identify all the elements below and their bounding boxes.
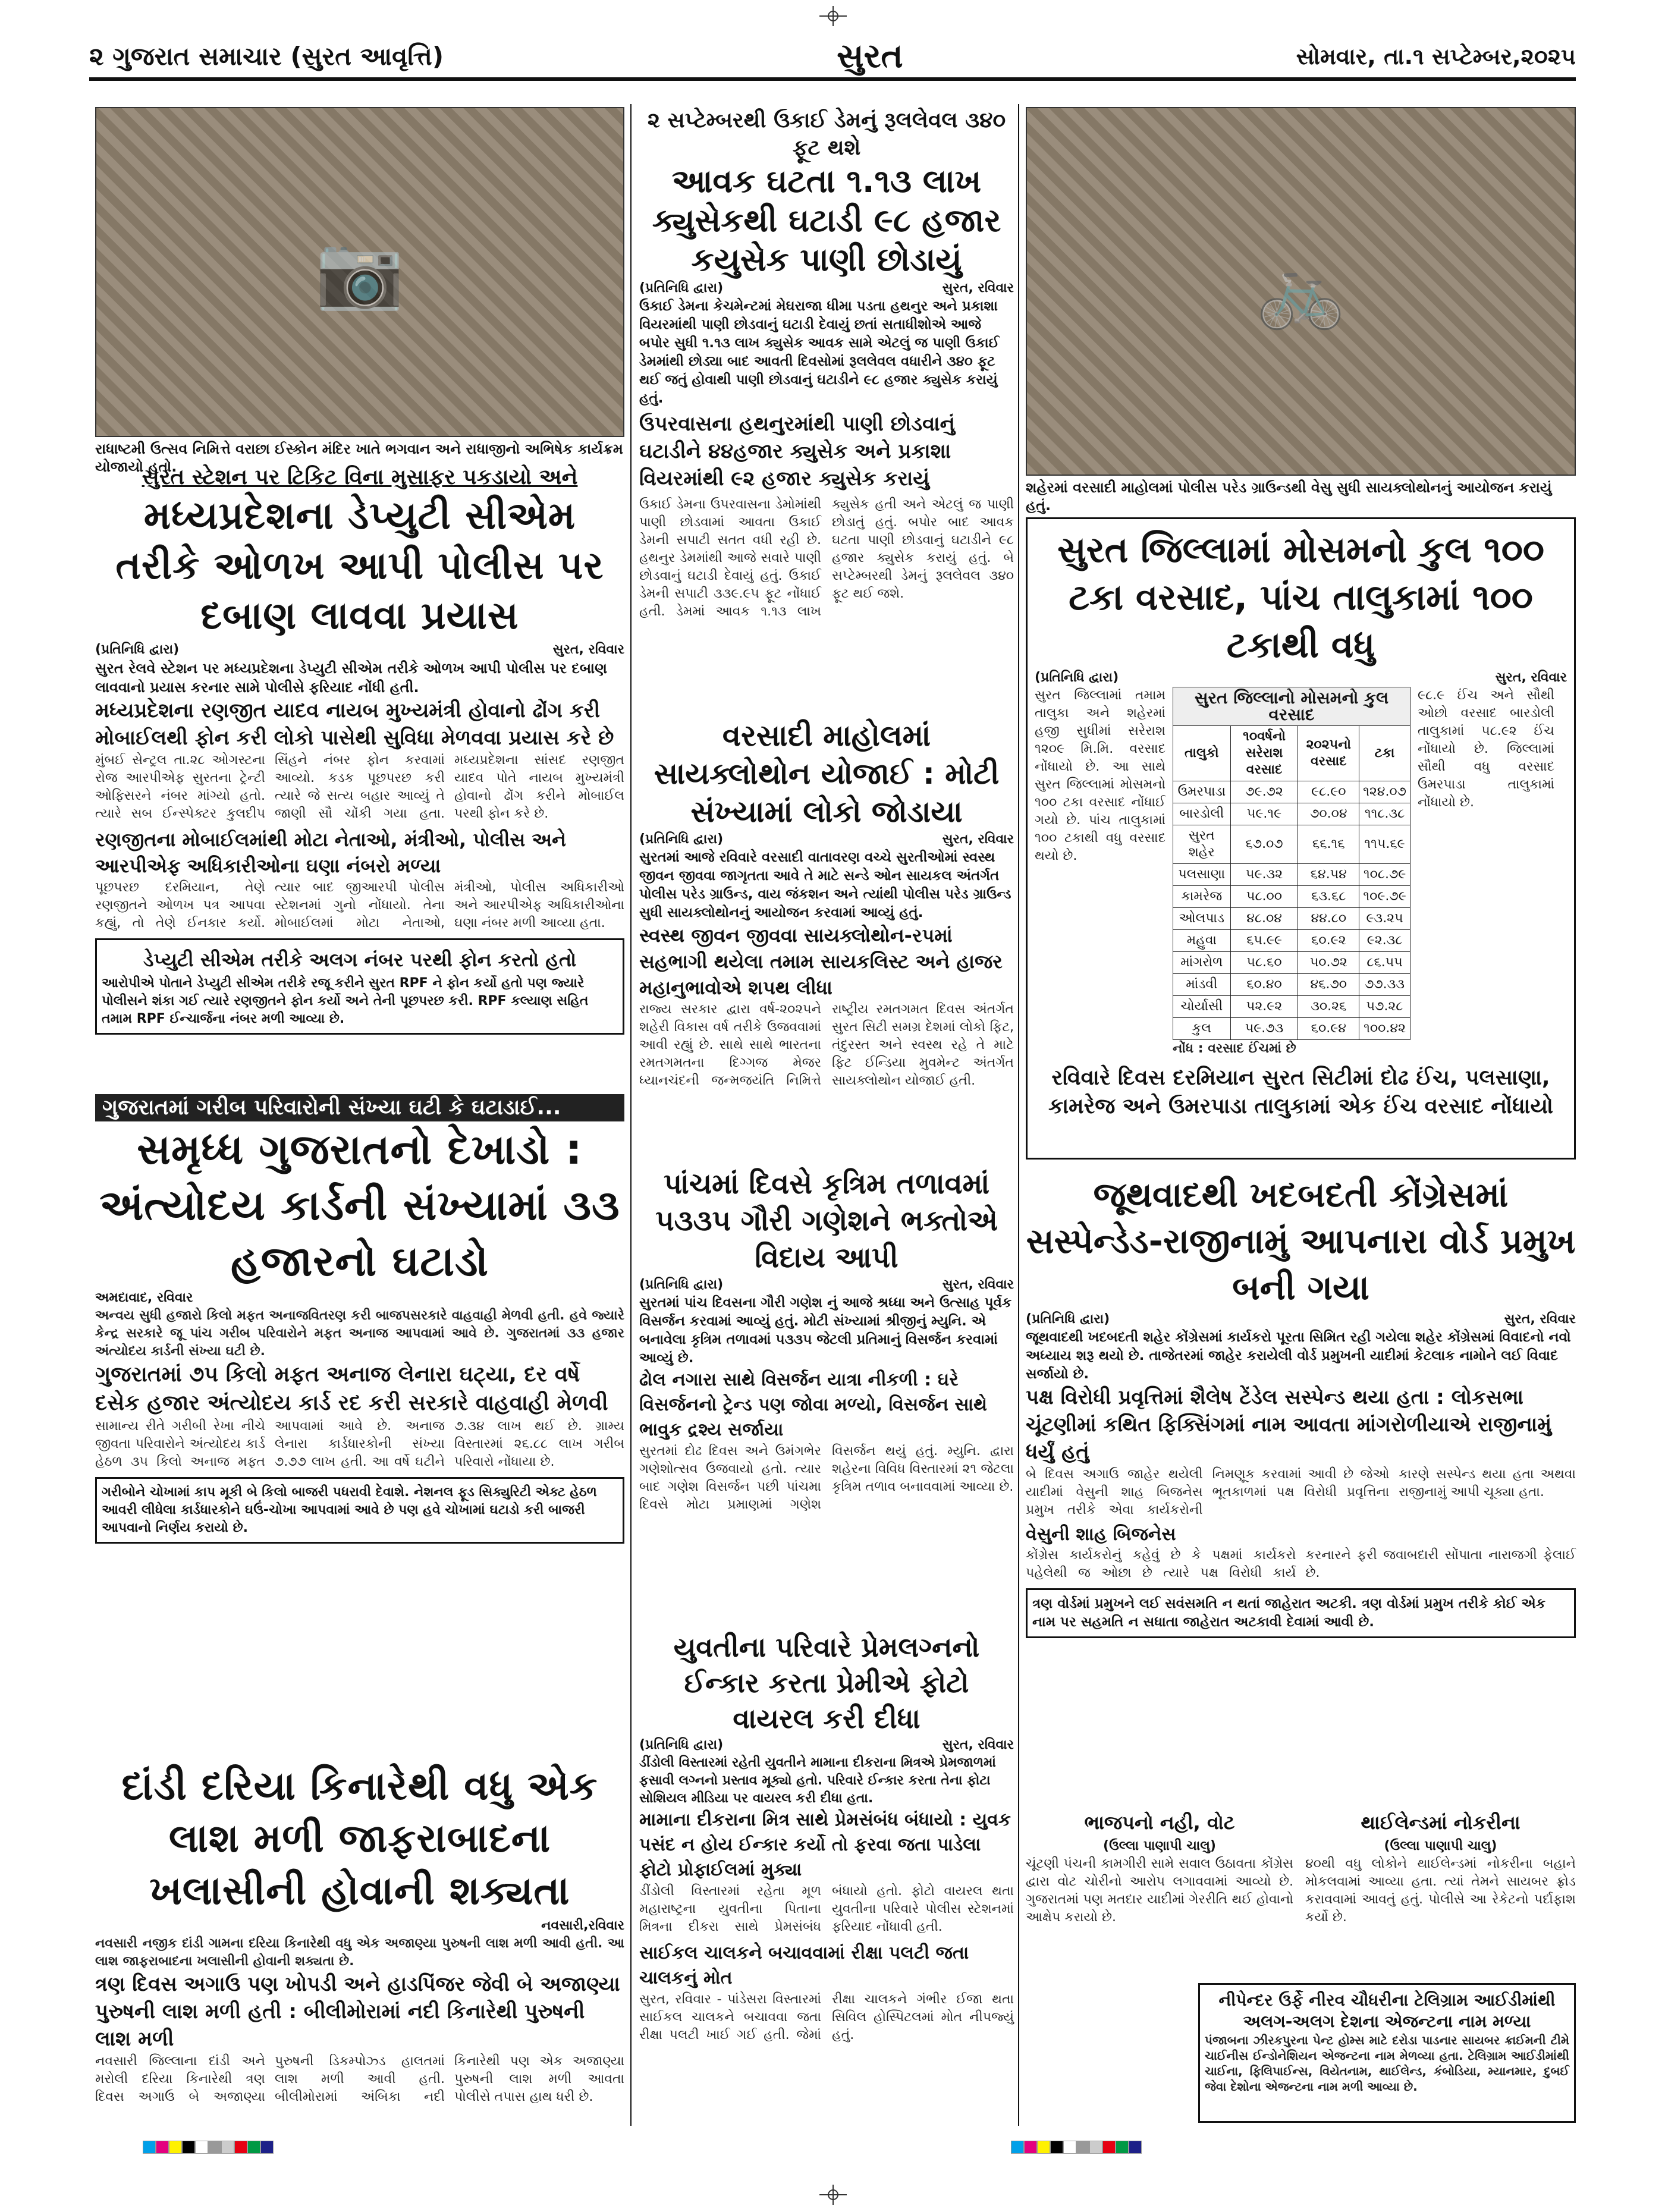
table-cell: માંગરોળ (1173, 952, 1231, 974)
masthead-left: ૨ ગુજરાત સમાચાર (સુરત આવૃત્તિ) (89, 42, 444, 71)
thailand-subtitle: (ઉલ્લા પાણાપી ચાલુ) (1384, 1839, 1497, 1853)
gujarat-kicker: ગુજરાતમાં ગરીબ પરિવારોની સંખ્યા ઘટી કે ઘટાડાઈ... (95, 1094, 624, 1121)
love-subhead-2: સાઈકલ ચાલકને બચાવવામાં રીક્ષા પલટી જતા ચાલકનું મોત (639, 1943, 969, 1988)
table-cell: ૫૯.૧૯ (1230, 803, 1298, 825)
station-headline: મધ્યપ્રદેશના ડેપ્યુટી સીએમ તરીકે ઓળખ આપી પોલીસ પર દબાણ લાવવા પ્રયાસ (115, 494, 604, 638)
table-cell: ૧૦૯.૭૯ (1359, 886, 1410, 908)
cyclothon-body: રાજ્ય સરકાર દ્વારા વર્ષ-૨૦૨૫ને શહેરી વિકાસ વર્ષ તરીકે ઉજવવામાં આવી રહ્યું છે. સાથે સાથે ભારતના રમતગમતના દિગ્ગજ મેજર ધ્યાનચંદની જન્મજયંતિ નિમિત્તે રાષ્ટ્રીય રમતગમત દિવસ અંતર્ગત સુરત સિટી સમગ્ર દેશમાં લોકો ફિટ, તંદુરસ્ત અને સ્વસ્થ રહે તે માટે ફિટ ઈન્ડિયા મુવમેન્ટ અંતર્ગત સાયક્લોથોન યોજાઈ હતી. (639, 1002, 1014, 1088)
dandi-headline: દાંડી દરિયા કિનારેથી વધુ એક લાશ મળી જાફરાબાદના ખલાસીની હોવાની શક્યતા (121, 1763, 598, 1913)
color-swatch (1011, 2141, 1024, 2154)
bicycle-icon: 🚲 (1256, 250, 1346, 332)
color-swatch (234, 2141, 247, 2154)
color-swatch (221, 2141, 234, 2154)
color-swatch (260, 2141, 274, 2154)
table-row (1173, 1018, 1410, 1040)
rain-footer: રવિવારે દિવસ દરમિયાન સુરત સિટીમાં દોઢ ઈંચ, પલસાણા, કામરેજ અને ઉમરપાડા તાલુકામાં એક ઈંચ વરસાદ નોંધાયો (1048, 1066, 1554, 1118)
ukai-lead: ઉકાઈ ડેમના કેચમેન્ટમાં મેઘરાજા ધીમા પડતા હથનુર અને પ્રકાશા વિયરમાંથી પાણી છોડવાનું ઘટાડી દેવાયું છતાં સતાધીશોએ આજે બપોર સુધી ૧.૧૩ લાખ ક્યુસેક આવક સામે એટલું જ પાણી ઉકાઈ ડેમમાંથી છોડ્યા બાદ આવતી દિવસોમાં રૂલલેવલ વધારીને ૩૪૦ ફૂટ થઈ જતું હોવાથી પાણી છોડવાનું ઘટાડીને ૯૮ હજાર ક્યુસેક કરાયું હતું. (639, 299, 1000, 406)
gujarat-box (95, 1477, 624, 1544)
station-kicker: સુરત સ્ટેશન પર ટિકિટ વિના મુસાફર પકડાયો અને (142, 465, 578, 489)
table-cell: ૧૨૪.૦૭ (1359, 781, 1410, 803)
thailand-story (1305, 1808, 1576, 1986)
dandi-subhead: ત્રણ દિવસ અગાઉ પણ ખોપડી અને હાડપિંજર જેવી બે અજાણ્યા પુરુષની લાશ મળી હતી : બીલીમોરામાં નદી કિનારેથી પુરુષની લાશ મળી (95, 1972, 620, 2051)
dandi-lead: નવસારી નજીક દાંડી ગામના દરિયા કિનારેથી વધુ એક અજાણ્યા પુરુષની લાશ મળી આવી હતી. આ લાશ જાફરાબાદના ખલાસીની હોવાની શક્યતા છે. (95, 1936, 624, 1969)
table-cell: ૩૦.૨૬ (1298, 996, 1359, 1018)
color-swatch (208, 2141, 221, 2154)
table-cell: ૮૬.૫૫ (1359, 952, 1410, 974)
table-cell: બારડોલી (1173, 803, 1231, 825)
ukai-dateline: (પ્રતિનિધિ દ્વારા) સુરત, રવિવાર (639, 281, 1014, 296)
table-cell: ૭૭.૩૩ (1359, 974, 1410, 996)
color-swatch (1076, 2141, 1089, 2154)
congress-body-2: કોંગ્રેસ કાર્યકરોનું કહેવું છે કે પક્ષમાં કાર્યકરો પહેલેથી જ ઓછા છે ત્યારે પક્ષ વિરોધી કાર્ય કરનારને ફરી જવાબદારી સોંપાતા નારાજગી ફેલાઈ છે. (1026, 1548, 1576, 1581)
rain-table-header: તાલુકો (1173, 726, 1231, 781)
table-row (1173, 930, 1410, 952)
table-row (1173, 825, 1410, 864)
ganesh-headline: પાંચમાં દિવસે કૃત્રિમ તળાવમાં ૫૩૩૫ ગૌરી ગણેશને ભક્તોએ વિદાય આપી (655, 1167, 998, 1274)
table-cell: ૯૨.૩૮ (1359, 930, 1410, 952)
love-story (639, 1629, 1014, 2123)
ukai-story (639, 107, 1014, 708)
table-cell: માંડવી (1173, 974, 1231, 996)
ukai-headline: આવક ઘટતા ૧.૧૩ લાખ ક્યુસેકથી ઘટાડી ૯૮ હજાર કયુસેક પાણી છોડાયું (652, 162, 1001, 278)
table-row (1173, 908, 1410, 930)
table-cell: પલસાણા (1173, 864, 1231, 886)
table-row (1173, 886, 1410, 908)
rain-table-header: ટકા (1359, 726, 1410, 781)
thailand-title: થાઈલેન્ડમાં નોકરીના (1361, 1811, 1521, 1834)
color-swatch (1129, 2141, 1142, 2154)
congress-dateline: (પ્રતિનિધિ દ્વારા) સુરત, રવિવાર (1026, 1312, 1576, 1327)
column-rule (1018, 508, 1019, 2126)
telegram-story (1198, 1983, 1576, 2123)
congress-body: બે દિવસ અગાઉ જાહેર થયેલી યાદીમાં વેસુની શાહ બિજનેસ પ્રમુખ તરીકે એવા કાર્યકરોની નિમણૂક કરવામાં આવી છે જેઓ ભૂતકાળમાં પક્ષ વિરોધી પ્રવૃત્તિના કારણે સસ્પેન્ડ થયા હતા અથવા રાજીનામું આપી ચૂક્યા હતા. (1026, 1467, 1576, 1517)
table-cell: ૭૯.૭૨ (1230, 781, 1298, 803)
table-cell: ૬૭.૦૭ (1230, 825, 1298, 864)
table-cell: કુલ (1173, 1018, 1231, 1040)
masthead (89, 36, 1576, 81)
ukai-subhead: ઉપરવાસના હથનુરમાંથી પાણી છોડવાનું ઘટાડીને ૪૪હજાર ક્યુસેક અને પ્રકાશા વિયરમાંથી ૯૨ હજાર ક્યુસેક કરાયું (639, 412, 955, 491)
station-body-2: પૂછપરછ દરમિયાન, તેણે રણજીતને ઓળખ પત્ર આપવા કહ્યું, તો તેણે ઈનકાર કર્યો. ત્યાર બાદ જીઆરપી પોલીસ સ્ટેશનમાં ગુનો નોંધાયો. તેના મોબાઈલમાં મોટા નેતાઓ, મંત્રીઓ, પોલીસ અધિકારીઓ અને આરપીએફ અધિકારીઓના ઘણા નંબર મળી આવ્યા હતા. (95, 880, 624, 931)
station-dateline: (પ્રતિનિધિ દ્વારા) સુરત, રવિવાર (95, 642, 624, 657)
table-cell: ૫૮.૦૦ (1230, 886, 1298, 908)
table-cell: ૫૦.૭૨ (1298, 952, 1359, 974)
love-lead: ડીંડોલી વિસ્તારમાં રહેતી યુવતીને મામાના દીકરાના મિત્રએ પ્રેમજાળમાં ફસાવી લગ્નનો પ્રસ્તાવ મૂક્યો હતો. પરિવારે ઈન્કાર કરતા તેના ફોટા સોશિયલ મીડિયા પર વાયરલ કરી દીધા હતા. (639, 1755, 996, 1806)
table-cell: ૭૦.૦૪ (1298, 803, 1359, 825)
table-cell: ૬૦.૯૨ (1298, 930, 1359, 952)
table-cell: ૧૧૫.૬૯ (1359, 825, 1410, 864)
bjp-subtitle: (ઉલ્લા પાણાપી ચાલુ) (1103, 1839, 1216, 1853)
telegram-headline: નીપેન્દર ઉર્ફે નીરવ ચૌધરીના ટેલિગ્રામ આઈડીમાંથી અલગ-અલગ દેશના એજન્ટના નામ મળ્યા (1218, 1990, 1556, 2031)
congress-box-text: ત્રણ વોર્ડમાં પ્રમુખને લઈ સવંસમતિ ન થતાં જાહેરાત અટકી. ત્રણ વોર્ડમાં પ્રમુખ તરીકે કોઈ એક નામ પર સહમતિ ન સધાતા જાહેરાત અટકાવી દેવામાં આવી છે. (1032, 1596, 1545, 1630)
congress-headline: જૂથવાદથી ખદબદતી કોંગ્રેસમાં સસ્પેન્ડેડ-રાજીનામું આપનારા વોર્ડ પ્રમુખ બની ગયા (1026, 1174, 1576, 1308)
color-bar-left (143, 2141, 274, 2154)
table-row (1173, 974, 1410, 996)
table-cell: ૪૬.૭૦ (1298, 974, 1359, 996)
congress-story (1026, 1171, 1576, 1802)
color-swatch (1037, 2141, 1050, 2154)
color-swatch (1050, 2141, 1063, 2154)
gujarat-body: સામાન્ય રીતે ગરીબી રેખા નીચે જીવતા પરિવારોને અંત્યોદય કાર્ડ હેઠળ ૩૫ કિલો અનાજ મફત આપવામાં આવે છે. અનાજ લેનારા કાર્ડધારકોની સંખ્યા ૭.૭૭ લાખ હતી. આ વર્ષે ઘટીને ૭.૩૪ લાખ થઈ છે. ગ્રામ્ય વિસ્તારમાં ૨૬.૮૮ લાખ ગરીબ પરિવારો નોંધાયા છે. (95, 1419, 624, 1469)
station-subhead-2: રણજીતના મોબાઈલમાંથી મોટા નેતાઓ, મંત્રીઓ, પોલીસ અને આરપીએફ અધિકારીઓના ઘણા નંબરો મળ્યા (95, 828, 567, 877)
crowd-photo (95, 107, 624, 437)
color-swatch (1024, 2141, 1037, 2154)
station-box-title: ડેપ્યુટી સીએમ તરીકે અલગ નંબર પરથી ફોન કરતો હતો (143, 948, 577, 971)
rain-body-right: ૯૮.૯ ઈંચ અને સૌથી ઓછો વરસાદ બારડોલી તાલુકામાં ૫૮.૯૨ ઈંચ નોંધાયો છે. જિલ્લામાં સૌથી વધુ વરસાદ ઉમરપાડા તાલુકામાં નોંધાયો છે. (1418, 688, 1554, 810)
gujarat-headline: સમૃધ્ધ ગુજરાતનો દેખાડો : અંત્યોદય કાર્ડની સંખ્યામાં ૩૩ હજારનો ઘટાડો (99, 1125, 620, 1286)
color-swatch (195, 2141, 208, 2154)
congress-lead: જૂથવાદથી ખદબદતી શહેર કોંગ્રેસમાં કાર્યકરો પૂરતા સિમિત રહી ગયેલા શહેર કોંગ્રેસમાં વિવાદનો નવો અધ્યાય શરૂ થયો છે. તાજેતરમાં જાહેર કરાયેલી વોર્ડ પ્રમુખની યાદીમાં કેટલાક નામોને લઈ વિવાદ સર્જાયો છે. (1026, 1330, 1571, 1382)
table-cell: ઓલપાડ (1173, 908, 1231, 930)
ganesh-lead: સુરતમાં પાંચ દિવસના ગૌરી ગણેશ નું આજે શ્રધ્ધા અને ઉત્સાહ પૂર્વક વિસર્જન કરવામાં આવ્યું હતું. મોટી સંખ્યામાં શ્રીજીનું મ્યુનિ. એ બનાવેલા કૃત્રિમ તળાવમાં ૫૩૩૫ જેટલી પ્રતિમાનું વિસર્જન કરવામાં આવ્યું છે. (639, 1295, 1012, 1366)
table-cell: ૬૬.૧૬ (1298, 825, 1359, 864)
cyclothon-lead: સુરતમાં આજે રવિવારે વરસાદી વાતાવરણ વચ્ચે સુરતીઓમાં સ્વસ્થ જીવન જીવવા જાગૃતતા આવે તે માટે સન્ડે ઓન સાયકલ અંતર્ગત પોલીસ પરેડ ગ્રાઉન્ડ, વાય જંકશન અને ત્યાંથી પોલીસ પરેડ ગ્રાઉન્ડ સુધી સાયક્લોથોનનું આયોજન કરવામાં આવ્યું હતું. (639, 850, 1011, 920)
ganesh-subhead: ઢોલ નગારા સાથે વિસર્જન યાત્રા નીકળી : ઘરે વિસર્જનનો ટ્રેન્ડ પણ જોવા મળ્યો, વિસર્જન સાથે ભાવુક દ્રશ્ય સર્જાયા (639, 1369, 988, 1440)
table-cell: ઉમરપાડા (1173, 781, 1231, 803)
column-rule (630, 104, 632, 711)
color-swatch (247, 2141, 260, 2154)
ganesh-dateline: (પ્રતિનિધિ દ્વારા) સુરત, રવિવાર (639, 1277, 1014, 1292)
masthead-section: સુરત (837, 37, 903, 76)
station-body-1: મુંબઈ સેન્ટ્રલ તા.૨૮ ઓગસ્ટના રોજ આરપીએફ સુરતના ટ્રેન્ટી ઓફિસરને નંબર માંગ્યો હતો. ત્યારે સબ ઈન્સ્પેક્ટર કુલદીપ સિંહને નંબર ફોન કરવામાં આવ્યો. કડક પૂછપરછ કરી ત્યારે જે સત્ય બહાર આવ્યું તે જાણી સૌ ચોંકી ગયા હતા. મધ્યપ્રદેશના સાંસદ રણજીત યાદવ પોતે નાયબ મુખ્યમંત્રી હોવાનો ઢોંગ કરીને મોબાઈલ પરથી ફોન કરે છે. (95, 753, 624, 821)
color-swatch (182, 2141, 195, 2154)
table-cell: ૬૩.૬૮ (1298, 886, 1359, 908)
dandi-body: નવસારી જિલ્લાના દાંડી અને મરોલી દરિયા કિનારેથી ત્રણ દિવસ અગાઉ બે અજાણ્યા પુરુષની ડિકમ્પોઝ્ડ હાલતમાં લાશ મળી આવી હતી. બીલીમોરામાં અંબિકા નદી કિનારેથી પણ એક અજાણ્યા પુરુષની લાશ મળી આવતા પોલીસે તપાસ હાથ ધરી છે. (95, 2054, 624, 2104)
table-cell: ૬૦.૯૪ (1298, 1018, 1359, 1040)
rain-body: સુરત જિલ્લામાં તમામ તાલુકા અને શહેરમાં હજી સુધીમાં સરેરાશ ૧૨૦૯ મિ.મિ. વરસાદ નોંધાયો છે. આ સાથે સુરત જિલ્લામાં મોસમનો ૧૦૦ ટકા વરસાદ નોંધાઈ ગયો છે. પાંચ તાલુકામાં ૧૦૦ ટકાથી વધુ વરસાદ થયો છે. (1035, 688, 1166, 863)
photo2-caption: શહેરમાં વરસાદી માહોલમાં પોલીસ પરેડ ગ્રાઉન્ડથી વેસુ સુધી સાયક્લોથોનનું આયોજન કરાયું હતું. (1026, 479, 1552, 514)
table-cell: ૬૦.૪૦ (1230, 974, 1298, 996)
love-body: ડીંડોલી વિસ્તારમાં રહેતા મૂળ મહારાષ્ટ્રના યુવતીના પિતાના મિત્રના દીકરા સાથે પ્રેમસંબંધ બંધાયો હતો. ફોટો વાયરલ થતા યુવતીના પરિવારે પોલીસ સ્ટેશનમાં ફરિયાદ નોંધાવી હતી. (639, 1884, 1014, 1934)
table-row (1173, 996, 1410, 1018)
gujarat-story (95, 1094, 624, 1760)
table-cell: ૪૪.૮૦ (1298, 908, 1359, 930)
table-cell: ૧૧૮.૩૮ (1359, 803, 1410, 825)
table-cell: ૫૮.૬૦ (1230, 952, 1298, 974)
congress-subhead: પક્ષ વિરોધી પ્રવૃત્તિમાં શૈલેષ ટેંડેલ સસ્પેન્ડ થયા હતા : લોકસભા ચૂંટણીમાં કથિત ફિક્સિંગમાં નામ આવતા માંગરોળીયાએ રાજીનામું ધર્યું હતું (1026, 1385, 1552, 1464)
rain-table-header: ૧૦વર્ષનો સરેરાશ વરસાદ (1230, 726, 1298, 781)
table-cell: ૬૫.૯૯ (1230, 930, 1298, 952)
bjp-body: ચૂંટણી પંચની કામગીરી સામે સવાલ ઉઠાવતા કોંગ્રેસ દ્વારા વોટ ચોરીનો આરોપ લગાવવામાં આવ્યો છે. ગુજરાતમાં પણ મતદાર યાદીમાં ગેરરીતિ થઈ હોવાનો આક્ષેપ કરાયો છે. (1026, 1856, 1293, 1925)
rain-table-wrap (1173, 687, 1410, 1058)
table-cell: ૧૦૮.૭૯ (1359, 864, 1410, 886)
table-cell: ૫૨.૯૨ (1230, 996, 1298, 1018)
table-cell: ૫૯.૭૩ (1230, 1018, 1298, 1040)
rain-table-header: ૨૦૨૫નો વરસાદ (1298, 726, 1359, 781)
table-cell: સુરત શહેર (1173, 825, 1231, 864)
registration-mark-bottom (815, 2183, 850, 2207)
ukai-kicker: ૨ સપ્ટેમ્બરથી ઉકાઈ ડેમનું રૂલલેવલ ૩૪૦ ફૂટ થશે (647, 108, 1006, 160)
gujarat-lead: અન્વય સુધી હજારો કિલો મફત અનાજવિતરણ કરી બાજપસરકારે વાહવાહી મેળવી હતી. હવે જ્યારે કેન્દ્ર સરકારે જૂ પાંચ ગરીબ પરિવારોને મફત અનાજ આપવામાં આવે છે. ગુજરાતમાં ૩૩ હજાર અંત્યોદય કાર્ડની સંખ્યા ઘટી છે. (95, 1308, 624, 1359)
masthead-date: સોમવાર, તા.૧ સપ્ટેમ્બર,૨૦૨૫ (1296, 43, 1576, 70)
bjp-title: ભાજપનો નહી, વોટ (1084, 1811, 1235, 1834)
color-swatch (156, 2141, 169, 2154)
cyclothon-photo (1026, 107, 1576, 476)
gujarat-dateline: અમદાવાદ, રવિવાર (95, 1290, 193, 1305)
congress-subhead-2: વેસુની શાહ બિજનેસ (1026, 1524, 1176, 1545)
color-swatch (143, 2141, 156, 2154)
table-cell: ૯૮.૯૦ (1298, 781, 1359, 803)
camera-icon: 📷 (315, 230, 404, 313)
table-cell: ૫૭.૨૮ (1359, 996, 1410, 1018)
cyclothon-subhead: સ્વસ્થ જીવન જીવવા સાયક્લોથોન-રપમાં સહભાગી થયેલા તમામ સાયકલિસ્ટ અને હાજર મહાનુભાવોએ શપથ લીધા (639, 924, 1003, 999)
gujarat-box-text: ગરીબોને ચોખામાં કાપ મૂકી બે કિલો બાજરી પધરાવી દેવાશે. નેશનલ ફૂડ સિક્યુરિટી એક્ટ હેઠળ આવરી લીધેલા કાર્ડધારકોને ઘઉં-ચોખા આપવામાં આવે છે પણ હવે ચોખામાં ઘટાડો કરી બાજરી આપવાનો નિર્ણય કરાયો છે. (102, 1485, 597, 1535)
love-body-2: સુરત, રવિવાર - પાંડેસરા વિસ્તારમાં સાઈકલ ચાલકને બચાવવા જતા રીક્ષા પલટી ખાઈ ગઈ હતી. જેમાં રીક્ષા ચાલકને ગંભીર ઈજા થતા સિવિલ હોસ્પિટલમાં મોત નીપજ્યું હતું. (639, 1992, 1014, 2043)
table-row (1173, 864, 1410, 886)
rain-table (1173, 687, 1410, 1040)
telegram-body: પંજાબના ઝીરકપુરના પેન્ટ હોમ્સ માટે દરોડા પાડનાર સાયબર ક્રાઈમની ટીમે ચાઈનીસ ઈન્ડોનેશિયન એજન્ટના નામ મેળવ્યા હતા. ટેલિગ્રામ આઈડીમાંથી ચાઈના, ફિલિપાઈન્સ, વિયેતનામ, થાઈલેન્ડ, કંબોડિયા, મ્યાનમાર, દુબઈ જેવા દેશોના એજન્ટના નામ મળી આવ્યા છે. (1205, 2033, 1569, 2094)
rain-note: નોંધ : વરસાદ ઈંચમાં છે (1173, 1041, 1296, 1056)
color-swatch (1089, 2141, 1102, 2154)
color-bar-right (1011, 2141, 1142, 2154)
station-subhead-1: મધ્યપ્રદેશના રણજીત યાદવ નાયબ મુખ્યમંત્રી હોવાનો ઢોંગ કરી મોબાઈલથી ફોન કરી લોકો પાસેથી સુવિધા મેળવવા પ્રયાસ કરે છે (95, 699, 614, 750)
rain-table-title: સુરત જિલ્લાનો મોસમનો કુલ વરસાદ (1173, 687, 1410, 726)
table-cell: ૬૪.૫૪ (1298, 864, 1359, 886)
rain-headline: સુરત જિલ્લામાં મોસમનો કુલ ૧૦૦ ટકા વરસાદ, પાંચ તાલુકામાં ૧૦૦ ટકાથી વધુ (1057, 529, 1544, 666)
station-story (95, 464, 624, 1082)
station-lead: સુરત રેલવે સ્ટેશન પર મધ્યપ્રદેશના ડેપ્યુટી સીએમ તરીકે ઓળખ આપી પોલીસ પર દબાણ લાવવાનો પ્રયાસ કરનાર સામે પોલીસે ફરિયાદ નોંધી હતી. (95, 660, 607, 696)
thailand-body: ૪૦થી વધુ લોકોને થાઈલેન્ડમાં નોકરીના બહાને મોકલવામાં આવ્યા હતા. ત્યાં તેમને સાયબર ફ્રોડ કરાવવામાં આવતું હતું. પોલીસે આ રેકેટનો પર્દાફાશ કર્યો છે. (1305, 1856, 1576, 1925)
dandi-dateline: નવસારી,રવિવાર (541, 1918, 624, 1933)
color-swatch (169, 2141, 182, 2154)
table-cell: કામરેજ (1173, 886, 1231, 908)
table-cell: મહુવા (1173, 930, 1231, 952)
table-cell: ૪૮.૦૪ (1230, 908, 1298, 930)
table-row (1173, 952, 1410, 974)
gujarat-subhead: ગુજરાતમાં ૭૫ કિલો મફત અનાજ લેનારા ઘટ્યા, દર વર્ષે દસેક હજાર અંત્યોદય કાર્ડ રદ કરી સરકારે વાહવાહી મેળવી (95, 1362, 608, 1415)
photo1-caption: રાધાષ્ટમી ઉત્સવ નિમિત્તે વરાછા ઈસ્કોન મંદિર ખાતે ભગવાન અને રાધાજીનો અભિષેક કાર્યક્રમ યોજાયો હતો. (95, 441, 623, 475)
table-cell: ૫૯.૩૨ (1230, 864, 1298, 886)
column-rule (1018, 104, 1019, 508)
table-row (1173, 781, 1410, 803)
registration-mark-top (815, 5, 850, 29)
ganesh-story (639, 1165, 1014, 1617)
color-swatch (1102, 2141, 1116, 2154)
table-cell: ચોર્યાસી (1173, 996, 1231, 1018)
table-cell: ૯૩.૨૫ (1359, 908, 1410, 930)
color-swatch (1116, 2141, 1129, 2154)
rain-dateline: (પ્રતિનિધિ દ્વારા) સુરત, રવિવાર (1035, 670, 1567, 685)
ganesh-body: સુરતમાં દોઢ દિવસ અને ઉમંગભેર ગણેશોત્સવ ઉજવાયો હતો. ત્યાર બાદ ગણેશ વિસર્જન પછી પાંચમા દિવસે મોટા પ્રમાણમાં ગણેશ વિસર્જન થયું હતું. મ્યુનિ. દ્વારા શહેરના વિવિધ વિસ્તારમાં ૨૧ જેટલા કૃત્રિમ તળાવ બનાવવામાં આવ્યા છે. (639, 1444, 1014, 1512)
table-cell: ૧૦૦.૪૨ (1359, 1018, 1410, 1040)
table-row (1173, 803, 1410, 825)
cyclothon-dateline: (પ્રતિનિધિ દ્વારા) સુરત, રવિવાર (639, 832, 1014, 847)
rain-story (1026, 517, 1576, 1160)
bjp-story (1026, 1808, 1293, 1986)
color-swatch (1063, 2141, 1076, 2154)
station-box-body: આરોપીએ પોતાને ડેપ્યુટી સીએમ તરીકે રજૂ કરીને સુરત RPF ને ફોન કર્યો હતો પણ જ્યારે પોલીસને શંકા ગઈ ત્યારે રણજીતને ફોન કર્યો અને તેની પૂછપરછ કરી. RPF કલ્યાણ સહિત તમામ RPF ઈન્ચાર્જના નંબર મળી આવ્યા છે. (102, 976, 589, 1026)
cyclothon-story (639, 717, 1014, 1133)
cyclothon-headline: વરસાદી માહોલમાં સાયક્લોથોન યોજાઈ : મોટી સંખ્યામાં લોકો જોડાયા (654, 718, 1000, 829)
love-subhead: મામાના દીકરાના મિત્ર સાથે પ્રેમસંબંધ બંધાયો : યુવક પસંદ ન હોય ઈન્કાર કર્યો તો ફરવા જતા પાડેલા ફોટો પ્રોફાઈલમાં મુક્યા (639, 1809, 1011, 1880)
ukai-body: ઉકાઈ ડેમના ઉપરવાસના ડેમોમાંથી પાણી છોડવામાં આવતા ઉકાઈ ડેમની સપાટી સતત વધી રહી છે. હથનુર ડેમમાંથી આજે સવારે પાણી છોડવાનું ઘટાડી દેવાયું હતું. ઉકાઈ ડેમની સપાટી ૩૩૯.૯૫ ફૂટ નોંધાઈ હતી. ડેમમાં આવક ૧.૧૩ લાખ ક્યુસેક હતી અને એટલું જ પાણી છોડાતું હતું. બપોર બાદ આવક ઘટતા પાણી છોડવાનું ઘટાડીને ૯૮ હજાર ક્યુસેક કરાયું હતું. બે સપ્ટેમ્બરથી ડેમનું રૂલલેવલ ૩૪૦ ફૂટ થઈ જશે. (639, 497, 1014, 619)
column-rule (630, 711, 632, 2126)
dandi-story (95, 1760, 624, 2117)
love-headline: યુવતીના પરિવારે પ્રેમલગ્નનો ઈન્કાર કરતા પ્રેમીએ ફોટો વાયરલ કરી દીધા (673, 1631, 980, 1735)
congress-box (1026, 1588, 1576, 1638)
station-box (95, 938, 624, 1035)
love-dateline: (પ્રતિનિધિ દ્વારા) સુરત, રવિવાર (639, 1737, 1014, 1752)
